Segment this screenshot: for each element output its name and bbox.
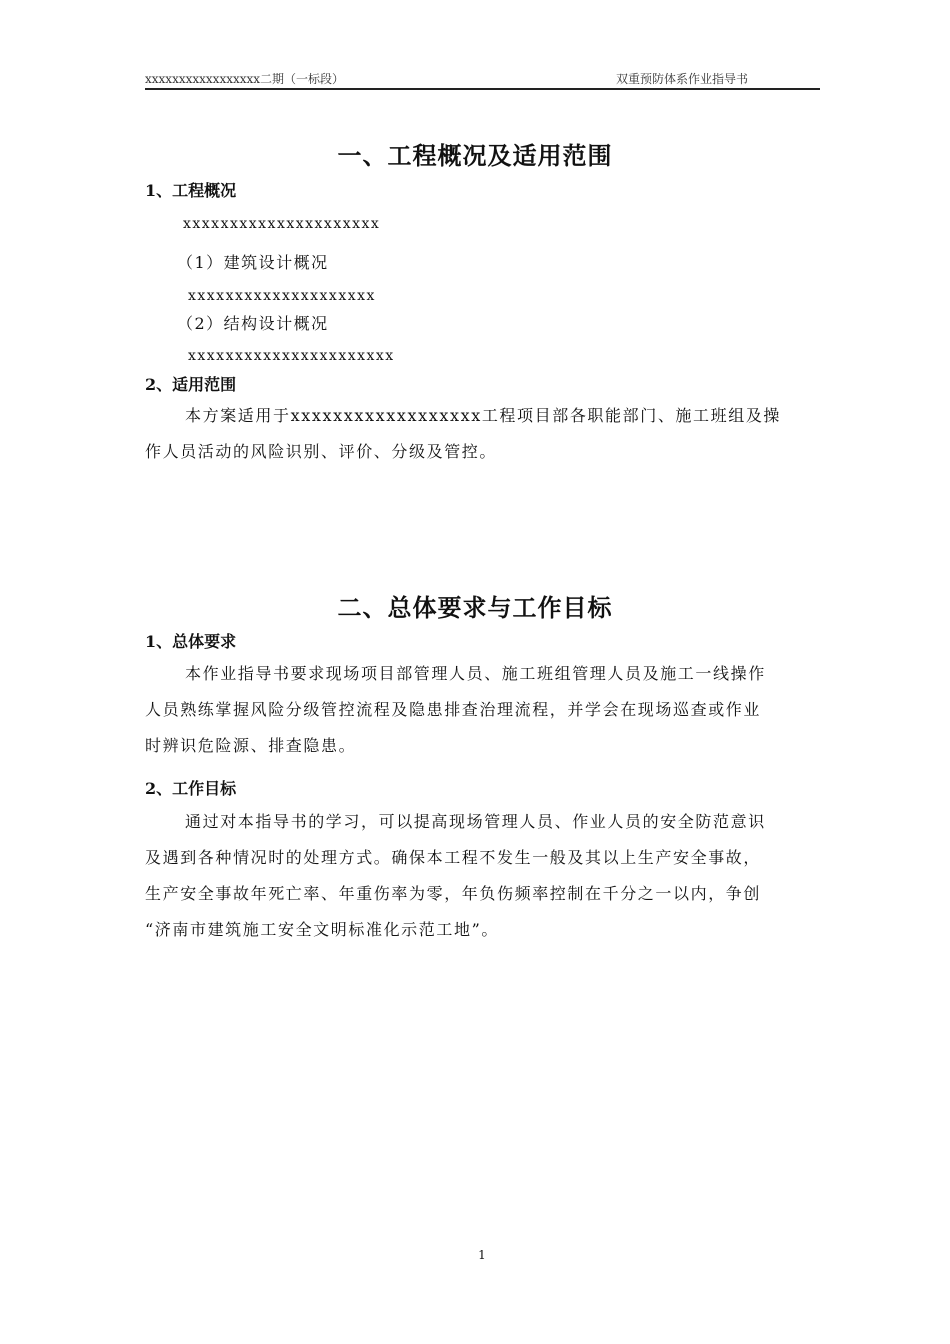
overview-text: xxxxxxxxxxxxxxxxxxxxx <box>183 216 381 232</box>
header-doc-title: 双重预防体系作业指导书 <box>615 72 748 86</box>
architecture-heading: （1）建筑设计概况 <box>177 253 329 272</box>
page-number: 1 <box>478 1248 486 1262</box>
requirements-line: 人员熟练掌握风险分级管控流程及隐患排查治理流程，并学会在现场巡查或作业 <box>145 700 762 719</box>
goals-line: 及遇到各种情况时的处理方式。确保本工程不发生一般及其以上生产安全事故， <box>145 848 762 867</box>
section-2-2-heading: 2、工作目标 <box>145 779 237 798</box>
section-2-title: 二、总体要求与工作目标 <box>337 593 613 622</box>
goals-paragraph <box>145 804 820 948</box>
page-header <box>145 68 820 90</box>
requirements-paragraph <box>145 656 820 764</box>
requirements-line: 本作业指导书要求现场项目部管理人员、施工班组管理人员及施工一线操作 <box>185 664 766 683</box>
structure-heading: （2）结构设计概况 <box>177 314 329 333</box>
scope-line: 作人员活动的风险识别、评价、分级及管控。 <box>145 442 498 461</box>
structure-text: xxxxxxxxxxxxxxxxxxxxxx <box>188 348 395 364</box>
scope-line: 本方案适用于xxxxxxxxxxxxxxxxxx工程项目部各职能部门、施工班组及操 <box>185 406 782 425</box>
section-1-title: 一、工程概况及适用范围 <box>337 141 613 170</box>
section-1-1-heading: 1、工程概况 <box>145 181 237 200</box>
section-1-2-heading: 2、适用范围 <box>145 375 237 394</box>
goals-line: 通过对本指导书的学习，可以提高现场管理人员、作业人员的安全防范意识 <box>185 812 766 831</box>
goals-line: 生产安全事故年死亡率、年重伤率为零，年负伤频率控制在千分之一以内，争创 <box>145 884 762 903</box>
goals-line: “济南市建筑施工安全文明标准化示范工地”。 <box>145 920 499 939</box>
scope-paragraph <box>145 398 820 470</box>
architecture-text: xxxxxxxxxxxxxxxxxxxx <box>188 288 376 304</box>
section-2-1-heading: 1、总体要求 <box>145 632 237 651</box>
header-project: xxxxxxxxxxxxxxxxx二期（一标段） <box>145 72 345 86</box>
requirements-line: 时辨识危险源、排查隐患。 <box>145 736 357 755</box>
